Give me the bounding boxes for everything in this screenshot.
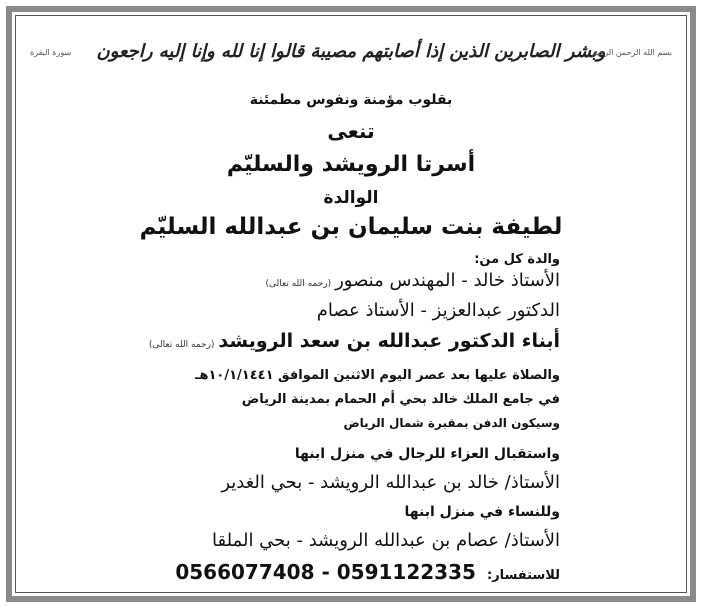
mother-title: الوالدة	[323, 188, 379, 208]
row1-prayer-note: (رحمه الله تعالى)	[265, 279, 332, 289]
quran-verse-band	[12, 28, 690, 74]
children-row-2: الدكتور عبدالعزيز - الأستاذ عصام	[316, 300, 560, 321]
sons-of-text: أبناء الدكتور عبدالله بن سعد الرويشد	[218, 330, 560, 352]
verse-side-right: بسم الله الرحمن الرحيم	[591, 48, 672, 57]
inquiry-label: للاستفسار:	[487, 568, 560, 583]
men-address-line: الأستاذ/ خالد بن عبدالله الرويشد - بحي الغدير	[221, 472, 560, 493]
quran-verse: وبشر الصابرين الذين إذا أصابتهم مصيبة قالوا إنا لله وإنا إليه راجعون	[96, 40, 606, 62]
children-row-1	[262, 270, 560, 291]
obituary-frame	[6, 6, 696, 602]
women-condolence-line: وللنساء في منزل ابنها	[404, 504, 560, 520]
men-condolence-line: واستقبال العزاء للرجال في منزل ابنها	[294, 446, 560, 462]
opening-line: بقلوب مؤمنة ونفوس مطمئنة	[249, 92, 453, 108]
burial-line: وسيكون الدفن بمقبرة شمال الرياض	[343, 416, 560, 430]
mourns-word: تنعى	[327, 119, 375, 143]
prayer-line-2: في جامع الملك خالد بحي أم الحمام بمدينة الرياض	[241, 392, 560, 407]
mother-of-label: والدة كل من:	[474, 252, 560, 267]
women-address-line: الأستاذ/ عصام بن عبدالله الرويشد - بحي الملقا	[212, 530, 560, 551]
sons-of-prayer-note: (رحمه الله تعالى)	[148, 340, 215, 350]
sons-of-line	[145, 330, 560, 352]
phone-numbers: 0591122335 - 0566077408	[175, 560, 476, 584]
inquiry-line	[175, 560, 560, 584]
deceased-name: لطيفة بنت سليمان بن عبدالله السليّم	[139, 214, 563, 240]
prayer-line-1: والصلاة عليها بعد عصر اليوم الاثنين الموافق ١٠/١/١٤٤١هـ	[195, 368, 560, 383]
verse-side-left: سورة البقرة	[30, 48, 72, 57]
children-row-1-text: الأستاذ خالد - المهندس منصور	[335, 270, 560, 291]
family-names: أسرتا الرويشد والسليّم	[226, 152, 476, 177]
